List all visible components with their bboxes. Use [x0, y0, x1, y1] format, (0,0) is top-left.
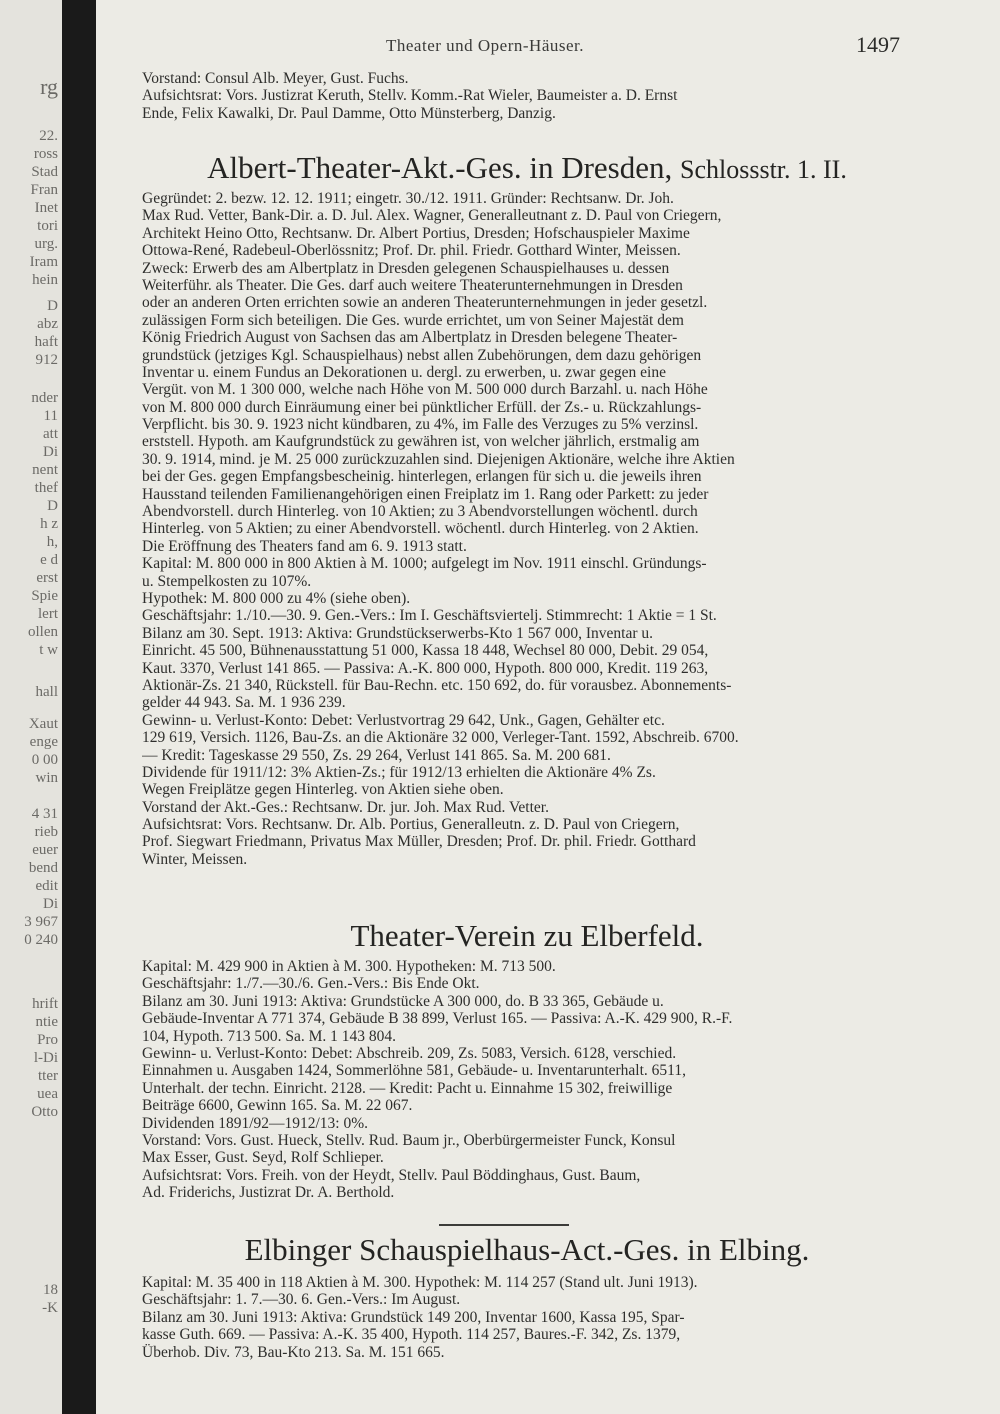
adjacent-page-fragment: tter [38, 1068, 58, 1084]
adjacent-page-fragment: 912 [35, 352, 58, 368]
section-title-elbinger-schauspielhaus [142, 1232, 912, 1268]
title-main: Elbinger Schauspielhaus-Act.-Ges. in Elbing. [244, 1232, 810, 1267]
adjacent-page-fragment: haft [34, 334, 58, 350]
title-main: Albert-Theater-Akt.-Ges. in Dresden, [207, 150, 673, 185]
adjacent-page-fragment: edit [35, 878, 58, 894]
text-line: Vergüt. von M. 1 300 000, welche nach Höhe von M. 500 000 durch Barzahl. u. nach Höhe [142, 381, 708, 399]
text-line: Kapital: M. 429 900 in Aktien à M. 300. Hypotheken: M. 713 500. [142, 958, 556, 975]
adjacent-page-fragment: Inet [34, 200, 58, 216]
text-line: Aufsichtsrat: Vors. Justizrat Keruth, Stellv. Komm.-Rat Wieler, Baumeister a. D. Ernst [142, 87, 678, 105]
text-line: 104, Hypoth. 713 500. Sa. M. 1 143 804. [142, 1027, 397, 1045]
text-line: Geschäftsjahr: 1./7.—30./6. Gen.-Vers.: Bis Ende Okt. [142, 975, 480, 993]
text-line: Kapital: M. 800 000 in 800 Aktien à M. 1000; aufgelegt im Nov. 1911 einschl. Gründungs- [142, 555, 707, 573]
text-line: Abendvorstell. durch Hinterleg. von 10 Aktien; zu 3 Abendvorstellungen wöchentl. durch [142, 503, 698, 521]
adjacent-page-fragment: urg. [34, 236, 58, 252]
text-line: Gewinn- u. Verlust-Konto: Debet: Verlustvortrag 29 642, Unk., Gagen, Gehälter etc. [142, 711, 665, 729]
adjacent-page-fragment: -K [42, 1300, 58, 1316]
page-content [96, 0, 1000, 1414]
adjacent-page-fragment: h, [46, 534, 58, 550]
adjacent-page-fragment: ollen [28, 624, 58, 640]
adjacent-page-fragment: D [47, 298, 58, 314]
text-line: grundstück (jetziges Kgl. Schauspielhaus) nebst allen Zubehörungen, dem dazu gehörigen [142, 346, 702, 364]
text-line: Bilanz am 30. Sept. 1913: Aktiva: Grundstückserwerbs-Kto 1 567 000, Inventar u. [142, 624, 653, 642]
text-line: Ende, Felix Kawalki, Dr. Paul Damme, Otto Münsterberg, Danzig. [142, 104, 556, 122]
text-line: von M. 800 000 durch Einräumung einer bei pünktlicher Erfüll. der Zs.- u. Rückzahlungs- [142, 398, 702, 416]
text-line: Zweck: Erwerb des am Albertplatz in Dresden gelegenen Schauspielhauses u. dessen [142, 259, 670, 277]
adjacent-page-fragment: Stad [31, 164, 58, 180]
text-line: 129 619, Versich. 1126, Bau-Zs. an die Aktionäre 32 000, Verleger-Tant. 1592, Abschreib. 6700. [142, 729, 739, 747]
adjacent-page-fragment: 18 [43, 1282, 58, 1298]
separator-rule [439, 1224, 569, 1226]
text-line: Gewinn- u. Verlust-Konto: Debet: Abschreib. 209, Zs. 5083, Versich. 6128, verschied. [142, 1044, 677, 1062]
text-line: König Friedrich August von Sachsen das am Albertplatz in Dresden belegene Theater- [142, 329, 678, 347]
adjacent-page-fragment: abz [37, 316, 58, 332]
adjacent-page-fragment: 0 240 [24, 932, 58, 948]
text-line: Einnahmen u. Ausgaben 1424, Sommerlöhne 581, Gebäude- u. Inventarunterhalt. 6511, [142, 1062, 686, 1080]
adjacent-page-fragment: enge [29, 734, 58, 750]
text-line: u. Stempelkosten zu 107%. [142, 572, 312, 590]
adjacent-page-fragment: Otto [31, 1104, 58, 1120]
adjacent-page-fragment: Pro [37, 1032, 58, 1048]
title-main: Theater-Verein zu Elberfeld. [350, 918, 704, 953]
section-title-theater-verein [142, 918, 912, 954]
adjacent-page-fragment: rg [40, 74, 58, 99]
page-number: 1497 [856, 32, 900, 57]
adjacent-page-fragment: 11 [43, 408, 58, 424]
text-line: Vorstand der Akt.-Ges.: Rechtsanw. Dr. jur. Joh. Max Rud. Vetter. [142, 798, 549, 816]
text-line: Dividende für 1911/12: 3% Aktien-Zs.; für 1912/13 erhielten die Aktionäre 4% Zs. [142, 763, 656, 781]
adjacent-page-fragment: euer [32, 842, 58, 858]
adjacent-page-fragment: Di [43, 444, 58, 460]
section-body-albert-theater [142, 190, 912, 868]
adjacent-page-fragment: rieb [34, 824, 58, 840]
text-line: Die Eröffnung des Theaters fand am 6. 9. 1913 statt. [142, 537, 467, 555]
text-line: Wegen Freiplätze gegen Hinterleg. von Aktien siehe oben. [142, 781, 504, 799]
section-body-elbinger-schauspielhaus [142, 1274, 912, 1361]
adjacent-page-fragment: uea [37, 1086, 58, 1102]
text-line: Hinterleg. von 5 Aktien; zu einer Abendvorstell. wöchentl. durch Hinterleg. von 2 Aktien. [142, 520, 699, 538]
adjacent-page-fragment: att [43, 426, 58, 442]
binding-gutter [62, 0, 96, 1414]
title-address: Schlossstr. 1. II. [679, 155, 847, 184]
text-line: Dividenden 1891/92—1912/13: 0%. [142, 1114, 369, 1132]
adjacent-page-fragment: nder [31, 390, 58, 406]
adjacent-page-fragment: Fran [30, 182, 58, 198]
adjacent-page-fragment: thef [34, 480, 58, 496]
text-line: Bilanz am 30. Juni 1913: Aktiva: Grundstücke A 300 000, do. B 33 365, Gebäude u. [142, 992, 664, 1010]
text-line: gelder 44 943. Sa. M. 1 936 239. [142, 694, 346, 712]
section-body-theater-verein [142, 958, 912, 1201]
text-line: Vorstand: Consul Alb. Meyer, Gust. Fuchs. [142, 70, 409, 87]
text-line: Kapital: M. 35 400 in 118 Aktien à M. 300. Hypothek: M. 114 257 (Stand ult. Juni 1913). [142, 1274, 698, 1291]
text-line: Architekt Heino Otto, Rechtsanw. Dr. Albert Portius, Dresden; Hofschauspieler Maxime [142, 224, 690, 242]
adjacent-page-fragment: erst [36, 570, 58, 586]
adjacent-page-fragment: win [35, 770, 58, 786]
adjacent-page-fragment: tori [37, 218, 58, 234]
adjacent-page-fragment: Iram [29, 254, 58, 270]
adjacent-page-fragment: 3 967 [24, 914, 58, 930]
adjacent-page-fragment: hall [35, 684, 58, 700]
adjacent-page-fragment: bend [28, 860, 58, 876]
adjacent-page-fragment: 4 31 [31, 806, 58, 822]
section-continuation [142, 70, 912, 122]
adjacent-page-fragment: 0 00 [31, 752, 58, 768]
section-title-albert-theater [142, 150, 912, 188]
text-line: Geschäftsjahr: 1. 7.—30. 6. Gen.-Vers.: Im August. [142, 1291, 461, 1309]
text-line: Gebäude-Inventar A 771 374, Gebäude B 38 899, Verlust 165. — Passiva: A.-K. 429 900, R.-F. [142, 1010, 733, 1028]
adjacent-page-fragment: hein [32, 272, 58, 288]
text-line: oder an anderen Orten errichten sowie an anderen Theaterunternehmungen in jeder gesetzl. [142, 294, 708, 312]
adjacent-page-strip [0, 0, 62, 1414]
text-line: Ottowa-René, Radebeul-Oberlössnitz; Prof. Dr. phil. Friedr. Gotthard Winter, Meissen. [142, 242, 681, 260]
adjacent-page-fragment: l-Di [33, 1050, 58, 1066]
adjacent-page-fragment: lert [38, 606, 58, 622]
text-line: Winter, Meissen. [142, 850, 248, 868]
text-line: Hypothek: M. 800 000 zu 4% (siehe oben). [142, 589, 411, 607]
adjacent-page-fragment: D [47, 498, 58, 514]
text-line: Gegründet: 2. bezw. 12. 12. 1911; eingetr. 30./12. 1911. Gründer: Rechtsanw. Dr. Joh. [142, 190, 674, 207]
text-line: Überhob. Div. 73, Bau-Kto 213. Sa. M. 151 665. [142, 1343, 445, 1361]
text-line: Einricht. 45 500, Bühnenausstattung 51 000, Kassa 18 448, Wechsel 80 000, Debit. 29 054, [142, 642, 709, 660]
text-line: Bilanz am 30. Juni 1913: Aktiva: Grundstück 149 200, Inventar 1600, Kassa 195, Spar- [142, 1308, 685, 1326]
text-line: Prof. Siegwart Friedmann, Privatus Max Müller, Dresden; Prof. Dr. phil. Friedr. Gotthard [142, 833, 696, 851]
text-line: Aktionär-Zs. 21 340, Rückstell. für Bau-Rechn. etc. 150 692, do. für vorausbez. Abonnements- [142, 676, 732, 694]
text-line: Inventar u. einem Fundus an Dekorationen u. dergl. zu erwerben, u. zwar gegen eine [142, 363, 666, 381]
text-line: bei der Ges. gegen Empfangsbescheinig. hinterlegen, erlangen für sich u. die jeweils ihren [142, 468, 702, 486]
text-line: zulässigen Form sich beteiligen. Die Ges. wurde errichtet, um von Seiner Majestät dem [142, 311, 684, 329]
text-line: Ad. Friderichs, Justizrat Dr. A. Berthold. [142, 1184, 395, 1202]
adjacent-page-fragment: t w [39, 642, 58, 658]
text-line: — Kredit: Tageskasse 29 550, Zs. 29 264, Verlust 141 865. Sa. M. 200 681. [142, 746, 611, 764]
adjacent-page-fragment: ross [33, 146, 58, 162]
adjacent-page-fragment: Spie [31, 588, 58, 604]
text-line: erststell. Hypoth. am Kaufgrundstück zu gewähren ist, von welcher jährlich, erstmalig am [142, 433, 700, 451]
text-line: Beiträge 6600, Gewinn 165. Sa. M. 22 067. [142, 1097, 413, 1115]
text-line: Unterhalt. der techn. Einricht. 2128. — Kredit: Pacht u. Einnahme 15 302, freiwillige [142, 1079, 673, 1097]
adjacent-page-fragment: ntie [35, 1014, 58, 1030]
text-line: Geschäftsjahr: 1./10.—30. 9. Gen.-Vers.: Im I. Geschäftsviertelj. Stimmrecht: 1 Aktie = 1 St. [142, 607, 717, 625]
text-line: Max Esser, Gust. Seyd, Rolf Schlieper. [142, 1149, 384, 1167]
adjacent-page-fragment: nent [32, 462, 58, 478]
adjacent-page-fragment: Di [43, 896, 58, 912]
text-line: Aufsichtsrat: Vors. Rechtsanw. Dr. Alb. Portius, Generalleutn. z. D. Paul von Criegern, [142, 816, 680, 834]
adjacent-page-fragment: Xaut [28, 716, 58, 732]
adjacent-page-fragment: 22. [39, 128, 58, 144]
running-header: Theater und Opern-Häuser. [386, 36, 585, 55]
text-line: Weiterführ. als Theater. Die Ges. darf auch weitere Theaterunternehmungen in Dresden [142, 276, 683, 294]
adjacent-page-fragment: h z [40, 516, 58, 532]
text-line: Verpflicht. bis 30. 9. 1923 nicht kündbaren, zu 4%, im Falle des Verzuges zu 5% verzinsl. [142, 416, 699, 434]
adjacent-page-fragment: hrift [32, 996, 58, 1012]
text-line: Aufsichtsrat: Vors. Freih. von der Heydt, Stellv. Paul Böddinghaus, Gust. Baum, [142, 1166, 641, 1184]
text-line: Vorstand: Vors. Gust. Hueck, Stellv. Rud. Baum jr., Oberbürgermeister Funck, Konsul [142, 1131, 676, 1149]
text-line: kasse Guth. 669. — Passiva: A.-K. 35 400, Hypoth. 114 257, Baures.-F. 342, Zs. 1379, [142, 1326, 681, 1344]
text-line: Hausstand teilenden Familienangehörigen einen Freiplatz im 1. Rang oder Parkett: zu jeder [142, 485, 709, 503]
text-line: 30. 9. 1914, mind. je M. 25 000 zurückzuzahlen sind. Diejenigen Aktionäre, welche ihre Aktien [142, 450, 735, 468]
text-line: Kaut. 3370, Verlust 141 865. — Passiva: A.-K. 800 000, Hypoth. 800 000, Kredit. 119 263, [142, 659, 709, 677]
text-line: Max Rud. Vetter, Bank-Dir. a. D. Jul. Alex. Wagner, Generalleutnant z. D. Paul von Criegern, [142, 207, 722, 225]
adjacent-page-fragment: e d [40, 552, 58, 568]
